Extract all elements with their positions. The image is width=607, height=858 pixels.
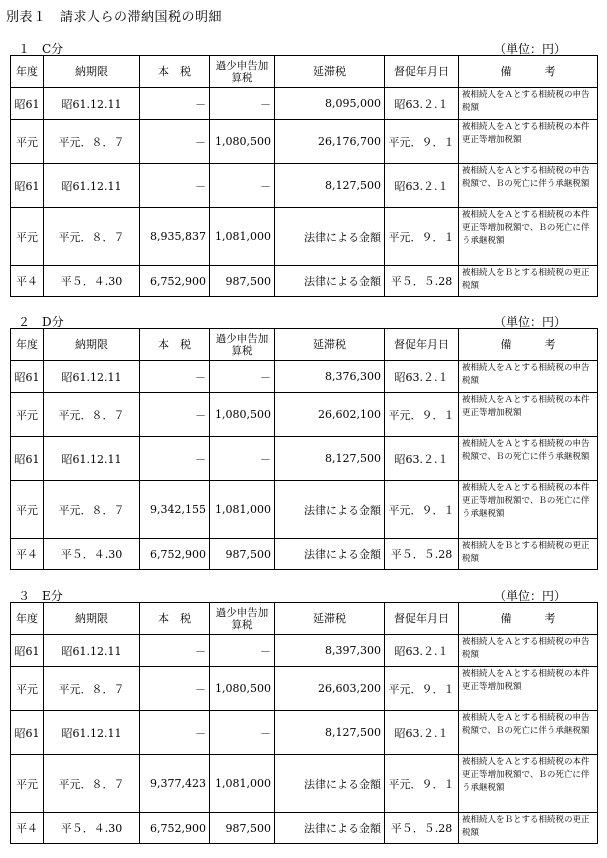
demand-date-header: 督促年月日 — [385, 56, 459, 88]
delinquency-tax-cell: 法律による金額 — [275, 755, 385, 813]
delinquency-tax-cell: 法律による金額 — [275, 266, 385, 297]
year-cell: 平４ — [11, 266, 44, 297]
penalty-tax-cell: 1,081,000 — [210, 208, 275, 266]
table-row — [11, 667, 598, 711]
due-date-cell: 平元．８．７ — [44, 208, 140, 266]
year-cell: 平４ — [11, 539, 44, 570]
principal-tax-cell: － — [140, 120, 210, 164]
principal-tax-cell: － — [140, 711, 210, 755]
table-header-row — [11, 56, 598, 88]
penalty-tax-cell: 1,080,500 — [210, 393, 275, 437]
due-date-cell: 昭61.12.11 — [44, 437, 140, 481]
demand-date-cell: 昭63.２.１ — [385, 711, 459, 755]
table-row — [11, 635, 598, 667]
due-date-header: 納期限 — [44, 603, 140, 635]
table-row — [11, 120, 598, 164]
penalty-tax-cell: 1,081,000 — [210, 481, 275, 539]
demand-date-cell: 昭63.２.１ — [385, 164, 459, 208]
table-row — [11, 361, 598, 393]
due-date-cell: 昭61.12.11 — [44, 88, 140, 120]
table-row — [11, 539, 598, 570]
principal-tax-cell: 9,342,155 — [140, 481, 210, 539]
year-cell: 昭61 — [11, 164, 44, 208]
year-cell: 昭61 — [11, 361, 44, 393]
delinquency-tax-cell: 8,397,300 — [275, 635, 385, 667]
demand-date-cell: 平元．９．１ — [385, 667, 459, 711]
year-cell: 昭61 — [11, 437, 44, 481]
delinquency-tax-cell: 法律による金額 — [275, 539, 385, 570]
principal-tax-header: 本 税 — [140, 603, 210, 635]
year-cell: 平元 — [11, 481, 44, 539]
demand-date-cell: 昭63.２.１ — [385, 88, 459, 120]
note-cell: 被相続人をＡとする相続税の申告税額 — [459, 635, 598, 667]
demand-date-cell: 平元．９．１ — [385, 120, 459, 164]
penalty-tax-cell: 1,080,500 — [210, 120, 275, 164]
note-header: 備 考 — [459, 56, 598, 88]
note-cell: 被相続人をＡとする相続税の申告税額 — [459, 88, 598, 120]
penalty-tax-header: 過少申告加算税 — [210, 56, 275, 88]
delinquency-tax-cell: 26,176,700 — [275, 120, 385, 164]
penalty-tax-cell: － — [210, 361, 275, 393]
table-header-row — [11, 603, 598, 635]
demand-date-header: 督促年月日 — [385, 603, 459, 635]
demand-date-cell: 平５．５.28 — [385, 813, 459, 844]
delinquency-tax-cell: 8,095,000 — [275, 88, 385, 120]
note-cell: 被相続人をＡとする相続税の申告税額で、Ｂの死亡に伴う承継税額 — [459, 164, 598, 208]
principal-tax-cell: 8,935,837 — [140, 208, 210, 266]
delinquency-tax-cell: 法律による金額 — [275, 481, 385, 539]
principal-tax-cell: － — [140, 393, 210, 437]
year-cell: 平元 — [11, 208, 44, 266]
note-cell: 被相続人をＡとする相続税の申告税額で、Ｂの死亡に伴う承継税額 — [459, 437, 598, 481]
principal-tax-header: 本 税 — [140, 56, 210, 88]
delinquency-tax-cell: 8,376,300 — [275, 361, 385, 393]
section-heading: １ C分 — [18, 42, 64, 56]
due-date-cell: 昭61.12.11 — [44, 164, 140, 208]
due-date-cell: 平元．８．７ — [44, 393, 140, 437]
table-row — [11, 481, 598, 539]
tax-table — [10, 328, 598, 570]
note-cell: 被相続人をＢとする相続税の更正税額 — [459, 266, 598, 297]
note-cell: 被相続人をＢとする相続税の更正税額 — [459, 539, 598, 570]
penalty-tax-cell: － — [210, 635, 275, 667]
penalty-tax-cell: 987,500 — [210, 813, 275, 844]
penalty-tax-cell: － — [210, 88, 275, 120]
penalty-tax-cell: 987,500 — [210, 539, 275, 570]
table-row — [11, 208, 598, 266]
principal-tax-cell: 6,752,900 — [140, 539, 210, 570]
demand-date-cell: 平元．９．１ — [385, 393, 459, 437]
due-date-cell: 平５．４.30 — [44, 813, 140, 844]
year-cell: 平元 — [11, 667, 44, 711]
table-row — [11, 88, 598, 120]
tax-table — [10, 602, 598, 844]
principal-tax-cell: － — [140, 361, 210, 393]
year-header: 年度 — [11, 603, 44, 635]
penalty-tax-cell: － — [210, 164, 275, 208]
penalty-tax-cell: 1,080,500 — [210, 667, 275, 711]
delinquency-tax-cell: 8,127,500 — [275, 711, 385, 755]
note-cell: 被相続人をＡとする相続税の本件更正等増加税額で、Ｂの死亡に伴う承継税額 — [459, 208, 598, 266]
demand-date-header: 督促年月日 — [385, 329, 459, 361]
delinquency-tax-cell: 8,127,500 — [275, 164, 385, 208]
demand-date-cell: 平元．９．１ — [385, 755, 459, 813]
principal-tax-cell: 9,377,423 — [140, 755, 210, 813]
year-header: 年度 — [11, 329, 44, 361]
unit-label: （単位：円） — [494, 589, 567, 603]
penalty-tax-header: 過少申告加算税 — [210, 603, 275, 635]
delinquency-tax-header: 延滞税 — [275, 56, 385, 88]
year-cell: 平４ — [11, 813, 44, 844]
delinquency-tax-cell: 26,602,100 — [275, 393, 385, 437]
year-cell: 平元 — [11, 755, 44, 813]
principal-tax-cell: － — [140, 164, 210, 208]
due-date-cell: 平元．８．７ — [44, 120, 140, 164]
principal-tax-cell: － — [140, 667, 210, 711]
delinquency-tax-cell: 法律による金額 — [275, 208, 385, 266]
year-cell: 平元 — [11, 393, 44, 437]
demand-date-cell: 昭63.２.１ — [385, 635, 459, 667]
year-header: 年度 — [11, 56, 44, 88]
table-row — [11, 266, 598, 297]
due-date-cell: 平元．８．７ — [44, 667, 140, 711]
due-date-cell: 昭61.12.11 — [44, 635, 140, 667]
note-cell: 被相続人をＡとする相続税の本件更正等増加税額で、Ｂの死亡に伴う承継税額 — [459, 755, 598, 813]
note-cell: 被相続人をＡとする相続税の申告税額で、Ｂの死亡に伴う承継税額 — [459, 711, 598, 755]
table-row — [11, 711, 598, 755]
delinquency-tax-cell: 8,127,500 — [275, 437, 385, 481]
penalty-tax-cell: 1,081,000 — [210, 755, 275, 813]
note-cell: 被相続人をＢとする相続税の更正税額 — [459, 813, 598, 844]
due-date-cell: 平５．４.30 — [44, 539, 140, 570]
section-heading: ３ E分 — [18, 589, 63, 603]
section-heading: ２ D分 — [18, 315, 64, 329]
principal-tax-header: 本 税 — [140, 329, 210, 361]
demand-date-cell: 昭63.２.１ — [385, 361, 459, 393]
tax-table — [10, 55, 598, 297]
note-cell: 被相続人をＡとする相続税の本件更正等増加税額 — [459, 393, 598, 437]
penalty-tax-cell: － — [210, 711, 275, 755]
due-date-cell: 昭61.12.11 — [44, 361, 140, 393]
principal-tax-cell: 6,752,900 — [140, 266, 210, 297]
principal-tax-cell: － — [140, 88, 210, 120]
due-date-header: 納期限 — [44, 329, 140, 361]
penalty-tax-cell: － — [210, 437, 275, 481]
table-row — [11, 755, 598, 813]
demand-date-cell: 平元．９．１ — [385, 481, 459, 539]
delinquency-tax-cell: 26,603,200 — [275, 667, 385, 711]
delinquency-tax-header: 延滞税 — [275, 329, 385, 361]
table-row — [11, 813, 598, 844]
note-header: 備 考 — [459, 603, 598, 635]
due-date-header: 納期限 — [44, 56, 140, 88]
table-row — [11, 164, 598, 208]
year-cell: 昭61 — [11, 711, 44, 755]
principal-tax-cell: － — [140, 437, 210, 481]
table-header-row — [11, 329, 598, 361]
due-date-cell: 昭61.12.11 — [44, 711, 140, 755]
unit-label: （単位：円） — [494, 315, 567, 329]
demand-date-cell: 平元．９．１ — [385, 208, 459, 266]
table-row — [11, 393, 598, 437]
due-date-cell: 平元．８．７ — [44, 481, 140, 539]
note-header: 備 考 — [459, 329, 598, 361]
demand-date-cell: 昭63.２.１ — [385, 437, 459, 481]
note-cell: 被相続人をＡとする相続税の本件更正等増加税額で、Ｂの死亡に伴う承継税額 — [459, 481, 598, 539]
due-date-cell: 平５．４.30 — [44, 266, 140, 297]
delinquency-tax-header: 延滞税 — [275, 603, 385, 635]
due-date-cell: 平元．８．７ — [44, 755, 140, 813]
year-cell: 昭61 — [11, 88, 44, 120]
page-title: 別表１ 請求人らの滞納国税の明細 — [6, 10, 223, 25]
table-row — [11, 437, 598, 481]
demand-date-cell: 平５．５.28 — [385, 266, 459, 297]
note-cell: 被相続人をＡとする相続税の申告税額 — [459, 361, 598, 393]
demand-date-cell: 平５．５.28 — [385, 539, 459, 570]
principal-tax-cell: － — [140, 635, 210, 667]
delinquency-tax-cell: 法律による金額 — [275, 813, 385, 844]
penalty-tax-header: 過少申告加算税 — [210, 329, 275, 361]
year-cell: 平元 — [11, 120, 44, 164]
principal-tax-cell: 6,752,900 — [140, 813, 210, 844]
note-cell: 被相続人をＡとする相続税の本件更正等増加税額 — [459, 120, 598, 164]
year-cell: 昭61 — [11, 635, 44, 667]
unit-label: （単位：円） — [494, 42, 567, 56]
note-cell: 被相続人をＡとする相続税の本件更正等増加税額 — [459, 667, 598, 711]
penalty-tax-cell: 987,500 — [210, 266, 275, 297]
